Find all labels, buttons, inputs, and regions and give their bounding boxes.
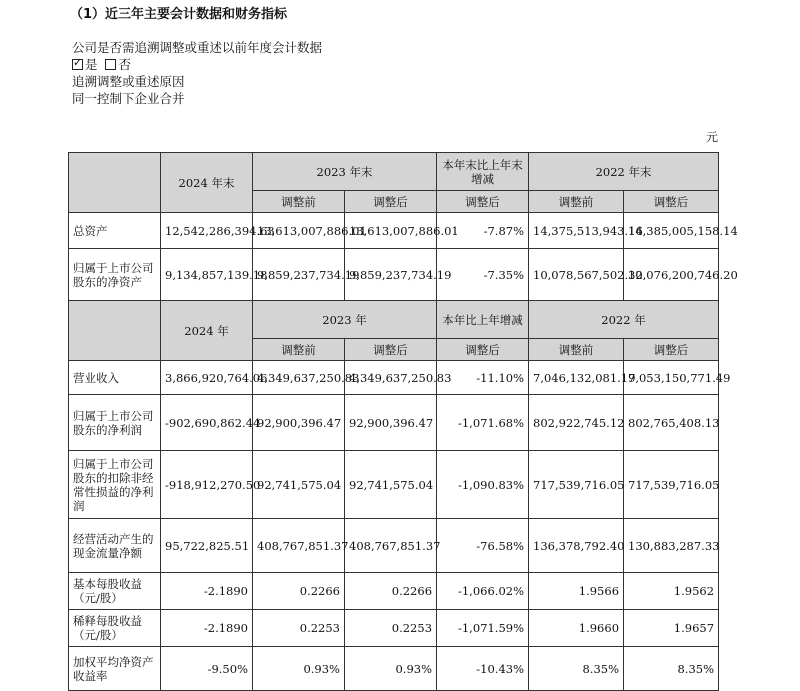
unchecked-box-icon [105, 59, 116, 70]
subheader-2022-before: 调整前 [529, 339, 624, 361]
subheader-2023-after: 调整后 [345, 191, 437, 213]
table-row [69, 395, 719, 451]
value-2023-before: 4,349,637,250.83 [253, 361, 345, 395]
value-2022-after: 717,539,716.05 [624, 451, 719, 519]
value-2023-after: 0.93% [345, 647, 437, 691]
header-row [69, 153, 719, 191]
value-2022-before: 802,922,745.12 [529, 395, 624, 451]
value-2023-before: 9,859,237,734.19 [253, 249, 345, 301]
subheader-2023-before: 调整前 [253, 339, 345, 361]
value-2022-after: 1.9657 [624, 610, 719, 647]
value-2022-before: 717,539,716.05 [529, 451, 624, 519]
value-2024: 9,134,857,139.18 [161, 249, 253, 301]
table-row [69, 610, 719, 647]
subheader-change-after: 调整后 [437, 191, 529, 213]
value-2024: -2.1890 [161, 573, 253, 610]
yes-no-options [72, 55, 131, 73]
subheader-2023-after: 调整后 [345, 339, 437, 361]
value-change: -1,090.83% [437, 451, 529, 519]
value-change: -76.58% [437, 519, 529, 573]
value-2024: -9.50% [161, 647, 253, 691]
row-label: 基本每股收益（元/股） [69, 573, 161, 610]
value-2022-before: 8.35% [529, 647, 624, 691]
header-row [69, 301, 719, 339]
value-2023-after: 92,741,575.04 [345, 451, 437, 519]
header-change: 本年末比上年末增减 [437, 153, 529, 191]
reason-value: 同一控制下企业合并 [72, 91, 185, 106]
value-2023-before: 92,741,575.04 [253, 451, 345, 519]
header-2023: 2023 年 [253, 301, 437, 339]
row-label: 归属于上市公司股东的净资产 [69, 249, 161, 301]
value-2022-after: 10,076,200,746.20 [624, 249, 719, 301]
header-2022: 2022 年 [529, 301, 719, 339]
value-2023-before: 408,767,851.37 [253, 519, 345, 573]
row-label: 加权平均净资产收益率 [69, 647, 161, 691]
financial-table [68, 152, 738, 691]
header-2024: 2024 年末 [161, 153, 253, 213]
checked-box-icon [72, 59, 83, 70]
value-2023-after: 13,613,007,886.01 [345, 213, 437, 249]
value-2022-after: 130,883,287.33 [624, 519, 719, 573]
value-2022-before: 10,078,567,502.32 [529, 249, 624, 301]
value-2023-after: 92,900,396.47 [345, 395, 437, 451]
header-2023: 2023 年末 [253, 153, 437, 191]
no-label: 否 [118, 57, 131, 72]
header-2024: 2024 年 [161, 301, 253, 361]
table-row [69, 361, 719, 395]
row-label: 总资产 [69, 213, 161, 249]
value-2023-before: 0.2266 [253, 573, 345, 610]
yes-label: 是 [85, 57, 98, 72]
subheader-change-after: 调整后 [437, 339, 529, 361]
value-2023-after: 0.2266 [345, 573, 437, 610]
value-2022-after: 7,053,150,771.49 [624, 361, 719, 395]
table-row [69, 519, 719, 573]
corner-cell [69, 153, 161, 213]
value-2022-before: 1.9566 [529, 573, 624, 610]
value-2023-before: 13,613,007,886.01 [253, 213, 345, 249]
table-row [69, 647, 719, 691]
unit-label: 元 [705, 130, 718, 144]
value-2022-after: 802,765,408.13 [624, 395, 719, 451]
row-label: 归属于上市公司股东的净利润 [69, 395, 161, 451]
value-2023-after: 408,767,851.37 [345, 519, 437, 573]
value-2024: -918,912,270.50 [161, 451, 253, 519]
value-2024: 95,722,825.51 [161, 519, 253, 573]
value-2024: -902,690,862.44 [161, 395, 253, 451]
header-change: 本年比上年增减 [437, 301, 529, 339]
value-2024: 12,542,286,394.63 [161, 213, 253, 249]
value-2023-after: 0.2253 [345, 610, 437, 647]
row-label: 稀释每股收益（元/股） [69, 610, 161, 647]
value-change: -7.87% [437, 213, 529, 249]
subheader-2022-after: 调整后 [624, 339, 719, 361]
table-row [69, 451, 719, 519]
header-2022: 2022 年末 [529, 153, 719, 191]
row-label: 营业收入 [69, 361, 161, 395]
value-2022-before: 136,378,792.40 [529, 519, 624, 573]
value-change: -11.10% [437, 361, 529, 395]
subheader-2022-after: 调整后 [624, 191, 719, 213]
value-change: -7.35% [437, 249, 529, 301]
value-2022-after: 1.9562 [624, 573, 719, 610]
section-heading: （1）近三年主要会计数据和财务指标 [70, 7, 288, 22]
table-row [69, 573, 719, 610]
value-2023-after: 4,349,637,250.83 [345, 361, 437, 395]
value-2023-before: 0.2253 [253, 610, 345, 647]
retro-question: 公司是否需追溯调整或重述以前年度会计数据 [72, 40, 323, 55]
table-row [69, 213, 719, 249]
value-change: -1,071.68% [437, 395, 529, 451]
value-change: -1,071.59% [437, 610, 529, 647]
row-label: 归属于上市公司股东的扣除非经常性损益的净利润 [69, 451, 161, 519]
value-2022-before: 7,046,132,081.19 [529, 361, 624, 395]
subheader-2022-before: 调整前 [529, 191, 624, 213]
reason-label: 追溯调整或重述原因 [72, 74, 185, 89]
value-2022-before: 1.9660 [529, 610, 624, 647]
value-2022-before: 14,375,513,943.16 [529, 213, 624, 249]
value-2023-before: 0.93% [253, 647, 345, 691]
value-2024: -2.1890 [161, 610, 253, 647]
row-label: 经营活动产生的现金流量净额 [69, 519, 161, 573]
value-2023-after: 9,859,237,734.19 [345, 249, 437, 301]
value-change: -1,066.02% [437, 573, 529, 610]
value-change: -10.43% [437, 647, 529, 691]
value-2024: 3,866,920,764.06 [161, 361, 253, 395]
table-row [69, 249, 719, 301]
subheader-2023-before: 调整前 [253, 191, 345, 213]
value-2022-after: 14,385,005,158.14 [624, 213, 719, 249]
corner-cell [69, 301, 161, 361]
value-2023-before: 92,900,396.47 [253, 395, 345, 451]
value-2022-after: 8.35% [624, 647, 719, 691]
